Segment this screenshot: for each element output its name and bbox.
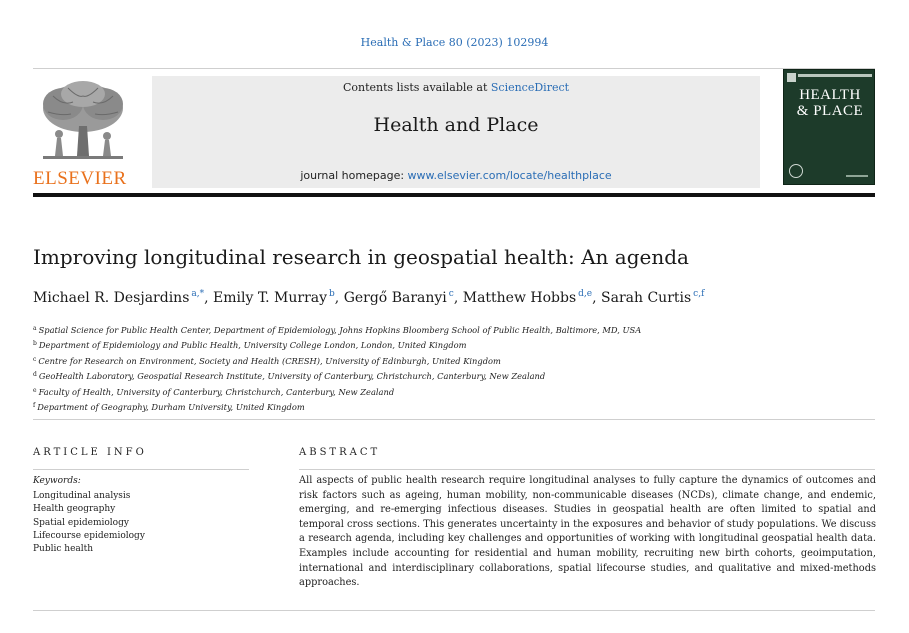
author-affiliation-ref[interactable]: c xyxy=(448,289,454,299)
abstract-rule xyxy=(299,469,875,470)
journal-reference[interactable] xyxy=(0,36,909,49)
cover-top-stripe xyxy=(798,74,872,77)
keyword-item: Health geography xyxy=(33,504,116,515)
affiliation-key: e xyxy=(33,386,37,394)
section-divider xyxy=(33,419,875,420)
affiliation-key: f xyxy=(33,402,36,410)
header-bottom-rule xyxy=(33,193,875,197)
abstract-heading: ABSTRACT xyxy=(299,447,381,458)
author-separator: , xyxy=(204,290,214,306)
author-name: Matthew Hobbs xyxy=(462,290,577,306)
journal-title: Health and Place xyxy=(373,114,539,136)
author-name: Sarah Curtis xyxy=(601,290,692,306)
cover-footer-mark xyxy=(846,175,868,177)
homepage-line xyxy=(152,169,760,182)
cover-emblem-icon xyxy=(789,164,803,178)
article-info-heading: ARTICLE INFO xyxy=(33,447,147,458)
author-name: Michael R. Desjardins xyxy=(33,290,190,306)
author-affiliation-ref[interactable]: a,* xyxy=(191,289,205,299)
author-name: Emily T. Murray xyxy=(213,290,328,306)
affiliation-key: a xyxy=(33,325,37,332)
affiliation-text: Spatial Science for Public Health Center, Department of Epidemiology, Johns Hopkins Bloomberg School of Public Health, Baltimore, MD, USA xyxy=(38,325,642,335)
author-separator: , xyxy=(334,290,344,306)
header-top-rule xyxy=(33,68,875,69)
author-affiliation-ref[interactable]: c,f xyxy=(693,289,705,299)
author-affiliation-ref[interactable]: d,e xyxy=(578,289,593,299)
affiliation-item xyxy=(33,399,873,414)
affiliation-key: b xyxy=(33,340,37,348)
author-separator: , xyxy=(592,290,602,306)
homepage-prefix: journal homepage: xyxy=(300,169,408,182)
elsevier-tree-icon xyxy=(33,76,133,166)
keywords-label: Keywords: xyxy=(33,476,81,486)
affiliations xyxy=(33,322,873,414)
bottom-rule xyxy=(33,610,875,611)
keyword-item: Spatial epidemiology xyxy=(33,517,129,528)
affiliation-text: Faculty of Health, University of Canterbury, Christchurch, Canterbury, New Zealand xyxy=(38,386,395,397)
sciencedirect-link[interactable]: ScienceDirect xyxy=(490,81,570,94)
cover-publisher-icon xyxy=(787,73,796,82)
keywords-list xyxy=(33,490,145,556)
keyword-item: Longitudinal analysis xyxy=(33,491,131,501)
affiliation-text: Department of Epidemiology and Public Health, University College London, London, United Kingdom xyxy=(38,340,467,351)
contents-line xyxy=(152,81,760,94)
affiliation-item xyxy=(33,384,873,399)
abstract-text: All aspects of public health research require longitudinal analyses to fully capture the dynamics of outcomes and risk factors such as ageing, human mobility, non-communicable diseases (NCDs), climate change, and endemic, emerging, and re-emerging infectious diseases. Studies in geospatial health are often limited to spatial and temporal cross sections. This generates uncertainty in the exposures and behavior of study populations. We discuss a research agenda, including key challenges and opportunities of working with longitudinal geospatial health data. Examples include accounting for residential and human mobility, recruiting new birth cohorts, geoimputation, international and interdisciplinary collaborations, spatial lifecourse studies, and qualitative and mixed-methods approaches. xyxy=(299,475,876,589)
affiliation-text: Department of Geography, Durham University, United Kingdom xyxy=(37,402,305,413)
affiliation-text: GeoHealth Laboratory, Geospatial Research Institute, University of Canterbury, Christchurch, Canterbury, New Zealand xyxy=(38,371,546,382)
contents-prefix: Contents lists available at xyxy=(342,81,491,94)
affiliation-key: d xyxy=(33,371,37,379)
affiliation-key: c xyxy=(33,355,37,363)
article-title: Improving longitudinal research in geospatial health: An agenda xyxy=(33,245,689,269)
homepage-link[interactable]: www.elsevier.com/locate/healthplace xyxy=(407,169,612,182)
affiliation-item xyxy=(33,368,873,383)
affiliation-item xyxy=(33,353,873,368)
author-name: Gergő Baranyi xyxy=(343,290,447,306)
journal-reference-link[interactable]: Health & Place 80 (2023) 102994 xyxy=(360,36,549,49)
keyword-item: Lifecourse epidemiology xyxy=(33,530,145,541)
affiliation-item xyxy=(33,337,873,352)
affiliation-item xyxy=(33,322,873,337)
cover-title-line2: & PLACE xyxy=(796,103,864,119)
journal-cover[interactable] xyxy=(783,69,875,185)
article-info-rule xyxy=(33,469,249,470)
elsevier-wordmark: ELSEVIER xyxy=(33,168,127,189)
elsevier-logo[interactable] xyxy=(33,76,145,188)
author-affiliation-ref[interactable]: b xyxy=(329,289,335,299)
author-separator: , xyxy=(453,290,463,306)
journal-banner xyxy=(152,76,760,188)
cover-title-line1: HEALTH xyxy=(799,87,861,103)
author-list xyxy=(33,289,704,306)
keyword-item: Public health xyxy=(33,544,94,555)
affiliation-text: Centre for Research on Environment, Society and Health (CRESH), University of Edinburgh, United Kingdom xyxy=(38,355,501,366)
